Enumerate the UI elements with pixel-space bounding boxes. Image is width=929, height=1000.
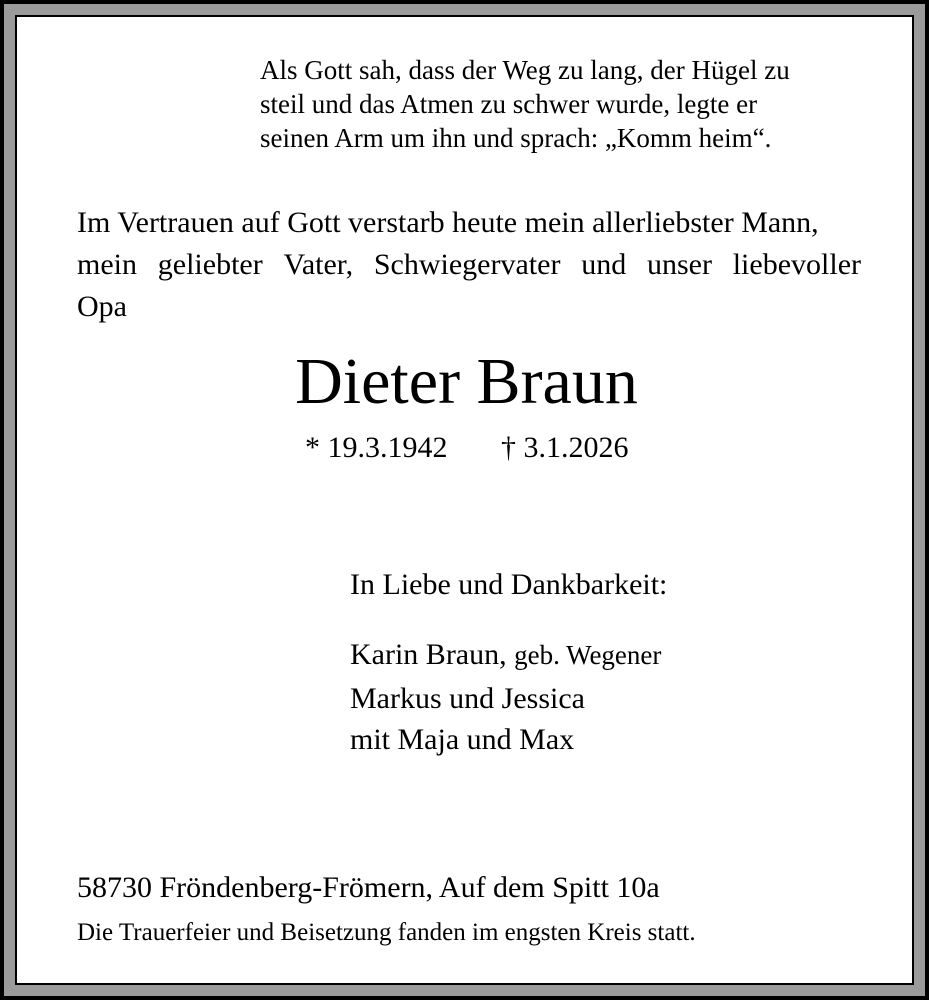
intro-word: liebevoller — [732, 248, 861, 281]
quote-line-2: steil und das Atmen zu schwer wurde, legte er — [260, 89, 758, 119]
funeral-note: Die Trauerfeier und Beisetzung fanden im engsten Kreis statt. — [77, 919, 696, 946]
life-dates — [305, 431, 629, 464]
quote-line-3: seinen Arm um ihn und sprach: „Komm heim“. — [260, 123, 772, 153]
intro-word: und — [581, 248, 627, 281]
spouse-maiden-name: geb. Wegener — [514, 640, 662, 670]
intro-line-2 — [77, 250, 861, 280]
quote-line-1: Als Gott sah, dass der Weg zu lang, der Hügel zu — [260, 55, 790, 85]
intro-word: Schwiegervater — [373, 248, 561, 281]
address: 58730 Fröndenberg-Frömern, Auf dem Spitt 10a — [77, 871, 660, 904]
intro-word: mein — [77, 248, 137, 281]
intro-line-3: Opa — [77, 290, 127, 323]
intro-line-1: Im Vertrauen auf Gott verstarb heute mein allerliebster Mann, — [77, 206, 819, 239]
spouse-name: Karin Braun, — [350, 638, 507, 671]
mourners-heading: In Liebe und Dankbarkeit: — [350, 568, 668, 601]
death-date: † 3.1.2026 — [501, 431, 629, 464]
intro-word: unser — [646, 248, 712, 281]
mourner-line-2: Markus und Jessica — [350, 682, 585, 715]
birth-date: * 19.3.1942 — [305, 431, 448, 464]
deceased-name: Dieter Braun — [295, 345, 638, 418]
mourner-line-3: mit Maja und Max — [350, 723, 575, 756]
intro-word: Vater, — [283, 248, 354, 281]
obituary-notice — [15, 15, 914, 985]
mourner-spouse — [350, 640, 661, 670]
intro-word: geliebter — [157, 248, 263, 281]
